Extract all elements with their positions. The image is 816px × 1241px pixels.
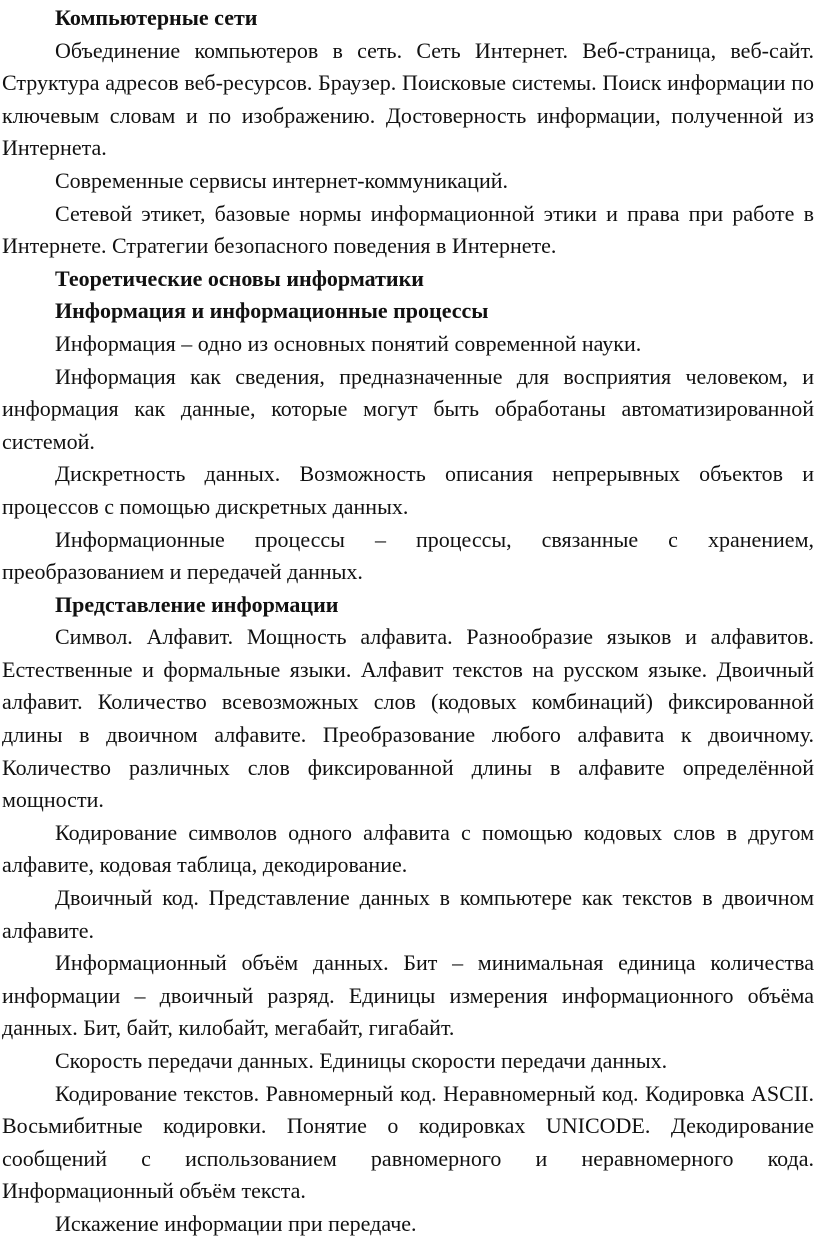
paragraph-communication-services: Современные сервисы интернет-коммуникаций. [55,167,508,193]
paragraph-transfer-speed: Скорость передачи данных. Единицы скорости передачи данных. [55,1048,668,1073]
paragraph-information-distortion: Искажение информации при передаче. [55,1210,417,1236]
paragraph-information-concept: Информация – одно из основных понятий современной науки. [55,330,642,356]
paragraph-network-etiquette: Сетевой этикет, базовые нормы информационной этики и права при работе в Интернете. Стратегии безопасного поведения в Интернете. [2,200,814,259]
subsection-heading-information-processes: Информация и информационные процессы [55,298,489,324]
paragraph-alphabet: Символ. Алфавит. Мощность алфавита. Разнообразие языков и алфавитов. Естественные и формальные языки. Алфавит текстов на русском языке. Двоичный алфавит. Количество всевозможных слов (кодовых комбинаций) фиксированной длины в двоичном алфавите. Преобразование любого алфавита к двоичному. Количество различных слов фиксированной длины в алфавите определённой мощности. [2,624,814,813]
paragraph-data-discreteness: Дискретность данных. Возможность описания непрерывных объектов и процессов с помощью дискретных данных. [2,461,814,519]
paragraph-information-processes: Информационные процессы – процессы, связанные с хранением, преобразованием и передачей данных. [2,526,814,585]
section-heading-theoretical-foundations: Теоретические основы информатики [55,265,424,291]
paragraph-information-volume: Информационный объём данных. Бит – минимальная единица количества информации – двоичный разряд. Единицы измерения информационного объёма данных. Бит, байт, килобайт, мегабайт, гигабайт. [2,950,814,1041]
subsection-heading-information-representation: Представление информации [55,591,339,617]
paragraph-networks-internet: Объединение компьютеров в сеть. Сеть Интернет. Веб-страница, веб-сайт. Структура адресов веб-ресурсов. Браузер. Поисковые системы. Поиск информации по ключевым словам и по изображению. Достоверность информации, полученной из Интернета. [2,37,814,161]
paragraph-symbol-coding: Кодирование символов одного алфавита с помощью кодовых слов в другом алфавите, кодовая таблица, декодирование. [2,819,814,878]
section-heading-computer-networks: Компьютерные сети [55,5,258,30]
paragraph-information-as-data: Информация как сведения, предназначенные для восприятия человеком, и информация как данные, которые могут быть обработаны автоматизированной системой. [2,363,814,454]
paragraph-text-encoding: Кодирование текстов. Равномерный код. Неравномерный код. Кодировка ASCII. Восьмибитные кодировки. Понятие о кодировках UNICODE. Декодирование сообщений с использованием равномерного и неравномерного кода. Информационный объём текста. [2,1080,814,1204]
paragraph-binary-code: Двоичный код. Представление данных в компьютере как текстов в двоичном алфавите. [2,885,814,943]
